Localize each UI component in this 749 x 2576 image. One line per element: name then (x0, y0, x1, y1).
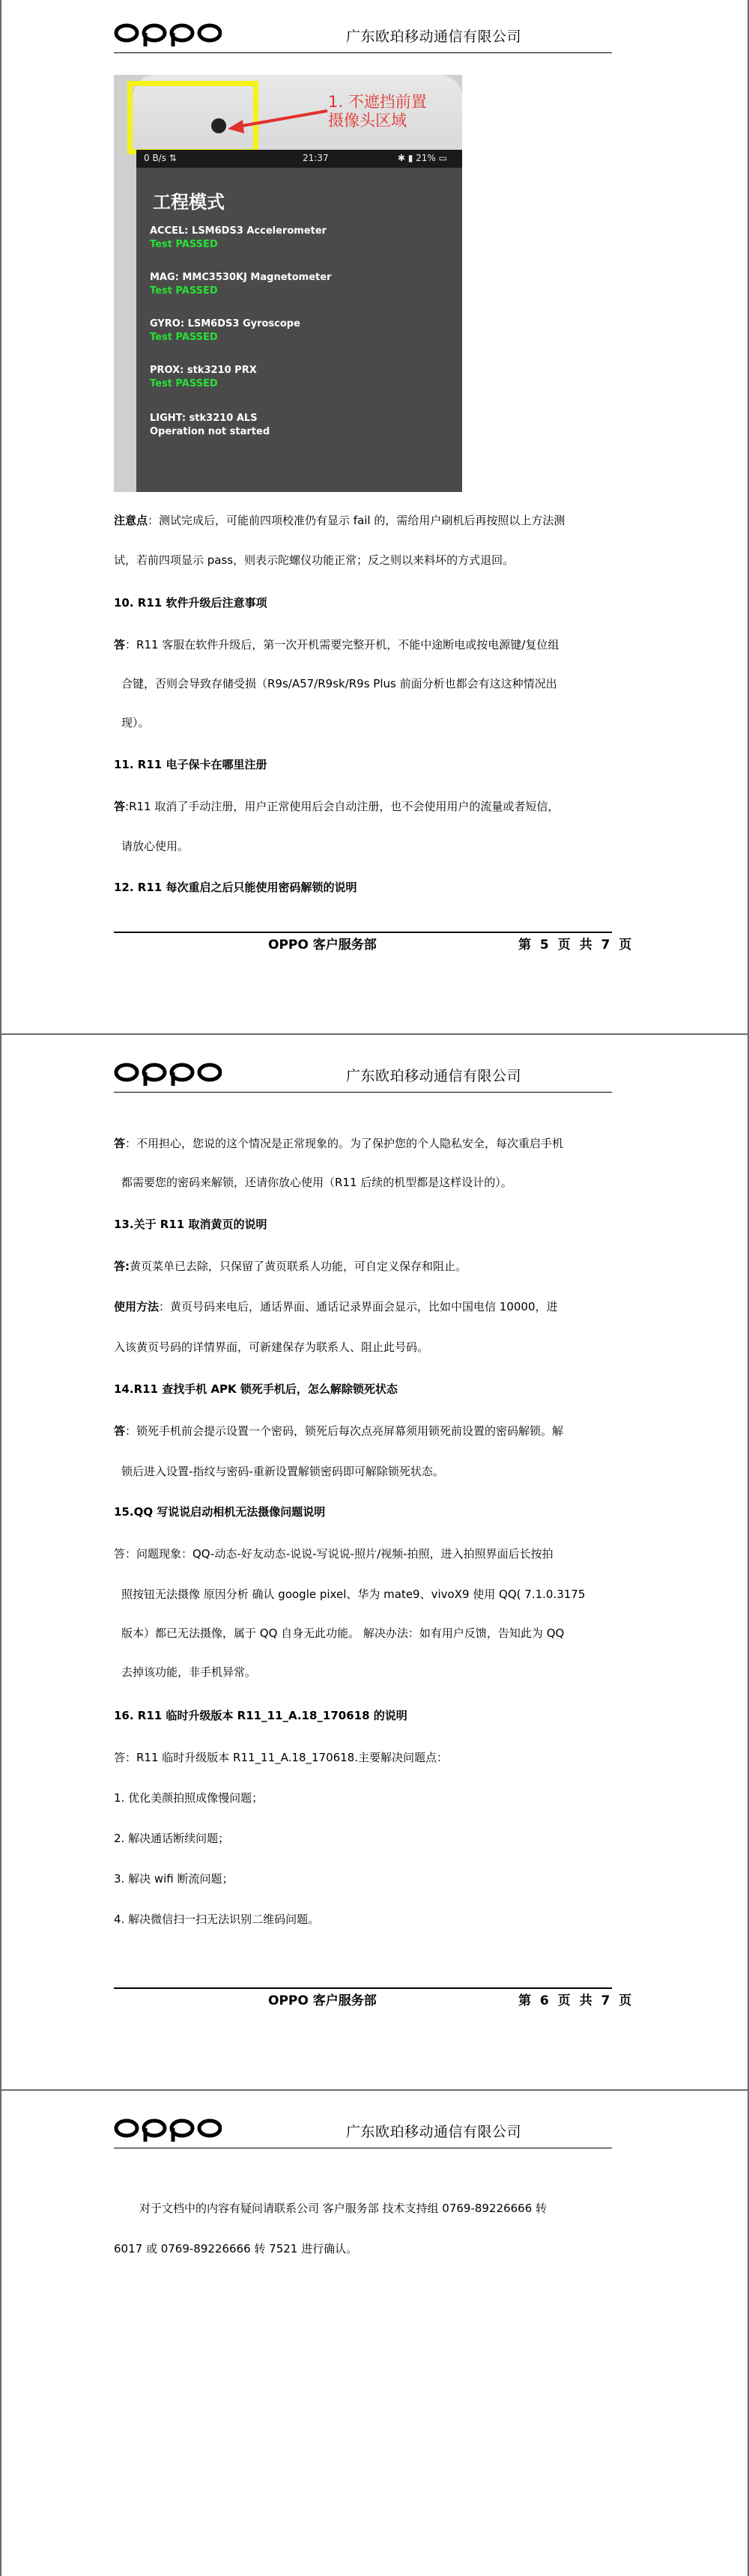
text-line: 现）。 (121, 716, 150, 729)
page-header (114, 1056, 612, 1093)
sensor-name: LIGHT: stk3210 ALS (150, 413, 258, 424)
page-header (114, 2112, 612, 2148)
page-left-border (0, 2091, 1, 2576)
sensor-result: Test PASSED (150, 378, 218, 389)
sensor-result: Test PASSED (150, 239, 218, 250)
text-line: 锁后进入设置-指纹与密码-重新设置解锁密码即可解除锁死状态。 (121, 1465, 444, 1478)
section-heading: 13.关于 R11 取消黄页的说明 (114, 1218, 267, 1231)
text-line: 去掉该功能，非手机异常。 (121, 1665, 257, 1679)
phone-engineering-mode-photo (114, 75, 462, 492)
screen-title: 工程模式 (153, 192, 225, 213)
usage-label: 使用方法 (114, 1300, 160, 1313)
answer-label: 答 (114, 1137, 126, 1150)
footer-department: OPPO 客户服务部 (268, 1993, 377, 2008)
footer-rule (114, 932, 612, 933)
company-name: 广东欧珀移动通信有限公司 (346, 1068, 522, 1084)
phone-screen (136, 150, 462, 492)
section-heading: 10. R11 软件升级后注意事项 (114, 596, 267, 610)
usage-paragraph (114, 1297, 638, 1316)
oppo-logo-icon (114, 1059, 222, 1086)
text-line: 照按钮无法摄像 原因分析 确认 google pixel、华为 mate9、vivoX9 使用 QQ( 7.1.0.3175 (121, 1588, 586, 1601)
sensor-name: GYRO: LSM6DS3 Gyroscope (150, 318, 300, 329)
annotation-line-1: 1. 不遮挡前置 (328, 93, 427, 111)
sensor-item (150, 271, 331, 298)
page-number: 第 5 页 共 7 页 (518, 938, 632, 953)
sensor-item (150, 318, 300, 344)
answer-paragraph (114, 1134, 638, 1153)
text-line: 试，若前四项显示 pass，则表示陀螺仪功能正常；反之则以来料坏的方式退回。 (114, 553, 515, 567)
answer-label: 答 (114, 638, 126, 651)
answer-paragraph (114, 1257, 638, 1276)
text-line: ：锁死手机前会提示设置一个密码，锁死后每次点亮屏幕须用锁死前设置的密码解锁。解 (125, 1424, 564, 1438)
text-line: 黄页菜单已去除，只保留了黄页联系人功能，可自定义保存和阻止。 (130, 1260, 467, 1273)
text-line: ：不用担心，您说的这个情况是正常现象的。为了保护您的个人隐私安全，每次重启手机 (125, 1137, 564, 1150)
sensor-result: Test PASSED (150, 332, 218, 343)
sensor-item (150, 364, 257, 391)
text-line: ：黄页号码来电后，通话界面、通话记录界面会显示，比如中国电信 10000，进 (159, 1300, 558, 1313)
annotation-line-2: 摄像头区域 (328, 112, 407, 130)
red-arrow-icon (226, 105, 331, 142)
status-bar (136, 150, 462, 168)
answer-label: 答 (114, 800, 126, 813)
list-item: 2. 解决通话断续问题； (114, 1832, 230, 1845)
text-line: 答：问题现象：QQ-动态-好友动态-说说-写说说-照片/视频-拍照，进入拍照界面后长按拍 (114, 1547, 554, 1561)
text-line: 版本）都已无法摄像，属于 QQ 自身无此功能。 解决办法：如有用户反馈，告知此为 QQ (121, 1626, 565, 1640)
answer-paragraph (114, 1421, 638, 1441)
document-page-2 (0, 1035, 749, 2089)
text-line: 入该黄页号码的详情界面，可新建保存为联系人、阻止此号码。 (114, 1340, 429, 1354)
oppo-logo-icon (114, 2115, 222, 2142)
footer-rule (114, 1987, 612, 1989)
sensor-name: MAG: MMC3530KJ Magnetometer (150, 272, 332, 283)
oppo-logo-icon (114, 19, 222, 46)
section-heading: 14.R11 查找手机 APK 锁死手机后，怎么解除锁死状态 (114, 1382, 398, 1396)
sensor-item (150, 412, 270, 439)
page-header (114, 16, 612, 53)
page-number: 第 6 页 共 7 页 (518, 1993, 632, 2008)
company-name: 广东欧珀移动通信有限公司 (346, 28, 522, 45)
section-heading: 15.QQ 写说说启动相机无法摄像问题说明 (114, 1505, 326, 1519)
page-left-border (0, 1035, 1, 2089)
answer-label: 答 (114, 1424, 126, 1438)
section-heading: 11. R11 电子保卡在哪里注册 (114, 758, 267, 771)
text-line: 合键，否则会导致存储受损（R9s/A57/R9sk/R9s Plus 前面分析也都会有这这种情况出 (121, 677, 557, 690)
status-time: 21:37 (303, 153, 329, 163)
section-heading: 16. R11 临时升级版本 R11_11_A.18_170618 的说明 (114, 1709, 407, 1722)
contact-text-line: 对于文档中的内容有疑问请联系公司 客户服务部 技术支持组 0769-89226666 转 (139, 2202, 548, 2215)
sensor-result: Operation not started (150, 426, 270, 437)
photo-annotation (328, 93, 427, 130)
sensor-name: ACCEL: LSM6DS3 Accelerometer (150, 225, 327, 237)
text-line: ：测试完成后，可能前四项校准仍有显示 fail 的，需给用户刷机后再按照以上方法测 (148, 514, 565, 527)
list-item: 1. 优化美颜拍照成像慢问题； (114, 1791, 264, 1805)
document-page-3 (0, 2091, 749, 2576)
note-paragraph (114, 511, 638, 530)
sensor-item (150, 225, 327, 252)
company-name: 广东欧珀移动通信有限公司 (346, 2124, 522, 2140)
text-line: :R11 取消了手动注册，用户正常使用后会自动注册，也不会使用用户的流量或者短信， (125, 800, 560, 813)
contact-text-line: 6017 或 0769-89226666 转 7521 进行确认。 (114, 2242, 358, 2255)
text-line: 都需要您的密码来解锁，还请你放心使用（R11 后续的机型都是这样设计的）。 (121, 1176, 512, 1189)
document-page-1 (0, 0, 749, 1033)
answer-paragraph (114, 635, 638, 654)
network-speed: 0 B/s ⇅ (144, 153, 177, 163)
note-label: 注意点 (114, 514, 148, 527)
page-left-border (0, 0, 1, 1033)
battery-status: ✱ ▮ 21% ▭ (397, 153, 447, 163)
text-line: 答：R11 临时升级版本 R11_11_A.18_170618.主要解决问题点： (114, 1751, 449, 1764)
footer-department: OPPO 客户服务部 (268, 938, 377, 953)
text-line: ：R11 客服在软件升级后，第一次开机需要完整开机，不能中途断电或按电源键/复位组 (125, 638, 560, 651)
answer-paragraph (114, 797, 638, 816)
section-heading: 12. R11 每次重启之后只能使用密码解锁的说明 (114, 881, 357, 894)
text-line: 请放心使用。 (121, 839, 189, 853)
list-item: 4. 解决微信扫一扫无法识别二维码问题。 (114, 1913, 320, 1926)
list-item: 3. 解决 wifi 断流问题； (114, 1872, 234, 1886)
sensor-name: PROX: stk3210 PRX (150, 365, 257, 376)
sensor-result: Test PASSED (150, 285, 218, 297)
answer-label: 答: (114, 1260, 130, 1273)
